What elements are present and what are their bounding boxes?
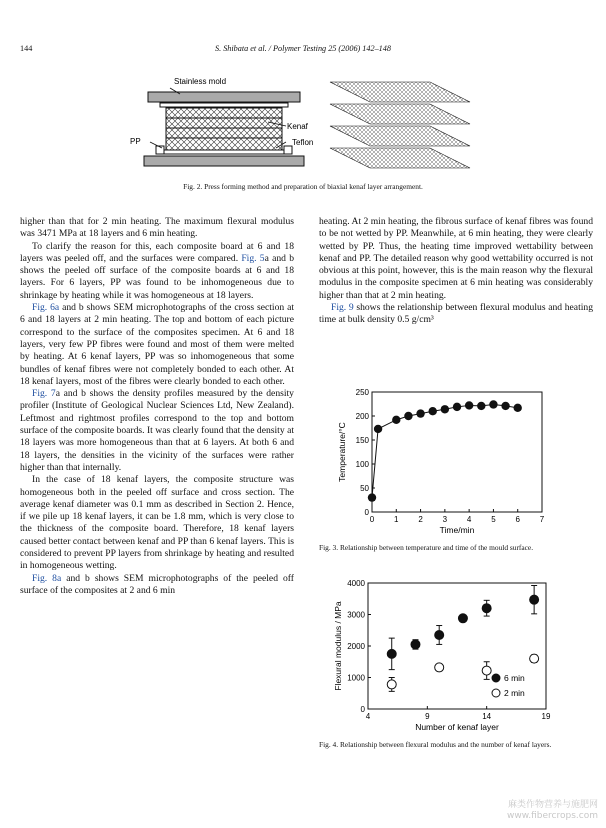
temperature-point bbox=[404, 412, 412, 420]
legend-marker bbox=[492, 689, 500, 697]
label-stainless-mold: Stainless mold bbox=[174, 77, 227, 86]
x-tick-label: 5 bbox=[491, 515, 496, 524]
figure-3-temperature-chart bbox=[320, 382, 560, 540]
point-2-min bbox=[530, 654, 539, 663]
legend-label: 2 min bbox=[504, 688, 525, 698]
x-tick-label: 6 bbox=[515, 515, 520, 524]
point-2-min bbox=[482, 666, 491, 675]
temperature-point bbox=[441, 405, 449, 413]
paragraph: In the case of 18 kenaf layers, the composite structure was homogeneous both in the peeled off surface and cross section. The average kenaf diameter was 0.1 mm as described in Section 2. Hence, if we pile up 18 kenaf layers, it can be 1.8 mm, which is very close to the thickness of the composite board. Therefore, 18 kenaf layers caused better contact between kenaf and PP than 6 kenaf layers. This is considered to prevent PP layers from shrinkage by heating and resulted in homogeneous wetting. bbox=[20, 474, 294, 572]
temperature-point bbox=[416, 409, 424, 417]
point-6-min bbox=[435, 630, 444, 639]
y-tick-label: 4000 bbox=[347, 579, 365, 588]
temperature-point bbox=[429, 407, 437, 415]
biaxial-kenaf-layers bbox=[330, 82, 470, 168]
temperature-point bbox=[489, 400, 497, 408]
label-teflon: Teflon bbox=[292, 138, 314, 147]
figure-2-caption: Fig. 2. Press forming method and preparation of biaxial kenaf layer arrangement. bbox=[183, 182, 423, 191]
y-tick-label: 1000 bbox=[347, 673, 365, 683]
legend-marker bbox=[492, 674, 500, 682]
x-axis-label: Number of kenaf layer bbox=[415, 722, 499, 732]
paragraph: Fig. 7a and b shows the density profiles measured by the density profiler (Institute of Geological Nuclear Sciences Ltd, New Zealand). Leftmost and rightmost profiles correspond to the top and bottom surface of the composite boards. It was clearly found that the density at 18 layers was more homogeneous than that at 6 layers. At both 6 and 18 layers, the densities in the vicinity of the surfaces were rather higher than that internally. bbox=[20, 388, 294, 473]
y-axis-label: Temperature/°C bbox=[337, 422, 347, 482]
temperature-point bbox=[368, 493, 376, 501]
paragraph: Fig. 6a and b shows SEM microphotographs of the cross section at 6 and 18 layers at 2 min heating. The top and bottom of each picture correspond to the surface of the composites specimen. At 6 and 18 layers, very few PP fibres were found and most of them were melted by heating. At 6 kenaf layers, PP was so inhomogeneous that some bundles of kenaf fibres were not completely bonded to each other. At 18 kenaf layers, most of the fibres were clearly bonded to each other. bbox=[20, 302, 294, 387]
x-axis-label: Time/min bbox=[439, 525, 475, 535]
y-axis-label: Flexural modulus / MPa bbox=[333, 601, 343, 691]
watermark-line-1: 麻类作物营养与施肥网 bbox=[507, 800, 598, 810]
paragraph: heating. At 2 min heating, the fibrous surface of kenaf fibres was found to be not wetted by PP. Meanwhile, at 6 min heating, they were clearly wetted by PP. Thus, the heating time improved wettability between kenaf and PP. The detailed reason why good wettability occurred is not obvious at this point, however, this is the main reason why the flexural modulus in the composite specimen at 6 min heating was considerably higher than that at 2 min heating. bbox=[319, 216, 593, 301]
temperature-point bbox=[392, 416, 400, 424]
x-tick-label: 4 bbox=[365, 712, 371, 721]
point-6-min bbox=[411, 640, 420, 649]
point-2-min bbox=[435, 663, 444, 672]
x-tick-label: 7 bbox=[539, 515, 545, 524]
figure-4-caption: Fig. 4. Relationship between flexural modulus and the number of kenaf layers. bbox=[319, 740, 552, 749]
x-tick-label: 19 bbox=[541, 712, 551, 721]
legend-label: 6 min bbox=[504, 673, 525, 683]
figure-3-caption: Fig. 3. Relationship between temperature and time of the mould surface. bbox=[319, 543, 534, 552]
watermark-line-2: www.fibercrops.com bbox=[507, 811, 598, 821]
paragraph: higher than that for 2 min heating. The maximum flexural modulus was 3471 MPa at 18 layers and 6 min heating. bbox=[20, 216, 294, 240]
temperature-point bbox=[453, 403, 461, 411]
y-tick-label: 0 bbox=[360, 705, 365, 714]
y-tick-label: 150 bbox=[355, 436, 369, 445]
paragraph: Fig. 8a and b shows SEM microphotographs of the peeled off surface of the composites at 2 and 6 min bbox=[20, 572, 294, 596]
x-tick-label: 0 bbox=[369, 515, 375, 524]
figure-4-flexural-modulus-chart bbox=[320, 575, 560, 745]
y-tick-label: 100 bbox=[355, 460, 369, 469]
paragraph: Fig. 9 shows the relationship between flexural modulus and heating time at bulk density 0.5 g/cm³ bbox=[319, 302, 593, 326]
point-6-min bbox=[482, 604, 491, 613]
figure-2-press-forming-diagram bbox=[100, 70, 520, 180]
temperature-point bbox=[465, 401, 473, 409]
figure-reference-link[interactable]: Fig. 5 bbox=[241, 252, 265, 264]
y-tick-label: 250 bbox=[355, 388, 369, 397]
temperature-point bbox=[501, 402, 509, 410]
figure-reference-link[interactable]: Fig. 8a bbox=[32, 572, 62, 584]
figure-reference-link[interactable]: Fig. 6a bbox=[32, 302, 60, 314]
paragraph: To clarify the reason for this, each composite board at 6 and 18 layers was peeled off, and the surfaces were compared. Fig. 5a and b shows the peeled off surface of the composite boards at 6 and 18 layers. For 6 layers, PP was found to be inhomogeneous due to shrinkage by heating while it was homogeneous at 18 layers. bbox=[20, 240, 294, 301]
label-pp: PP bbox=[130, 137, 141, 146]
body-text-right-column bbox=[319, 216, 593, 327]
y-tick-label: 50 bbox=[360, 484, 369, 493]
temperature-point bbox=[477, 402, 485, 410]
running-title: S. Shibata et al. / Polymer Testing 25 (2006) 142–148 bbox=[215, 44, 391, 53]
x-tick-label: 3 bbox=[442, 515, 448, 524]
x-tick-label: 9 bbox=[425, 712, 430, 721]
y-tick-label: 0 bbox=[364, 508, 369, 517]
y-tick-label: 200 bbox=[355, 412, 369, 421]
figure-reference-link[interactable]: Fig. 9 bbox=[331, 302, 354, 314]
watermark bbox=[507, 800, 598, 822]
point-6-min bbox=[458, 614, 467, 623]
x-tick-label: 4 bbox=[466, 515, 472, 524]
y-tick-label: 2000 bbox=[347, 642, 365, 651]
point-2-min bbox=[387, 680, 396, 689]
temperature-point bbox=[374, 425, 382, 433]
label-kenaf: Kenaf bbox=[287, 122, 308, 131]
temperature-point bbox=[514, 404, 522, 412]
body-text-left-column bbox=[20, 216, 294, 597]
x-tick-label: 2 bbox=[418, 515, 423, 524]
page-number: 144 bbox=[20, 44, 33, 53]
mold-stack bbox=[144, 88, 304, 166]
point-6-min bbox=[387, 649, 396, 658]
x-tick-label: 1 bbox=[394, 515, 399, 524]
figure-reference-link[interactable]: Fig. 7 bbox=[32, 388, 56, 400]
y-tick-label: 3000 bbox=[347, 610, 365, 620]
x-tick-label: 14 bbox=[482, 712, 492, 721]
point-6-min bbox=[530, 595, 539, 604]
